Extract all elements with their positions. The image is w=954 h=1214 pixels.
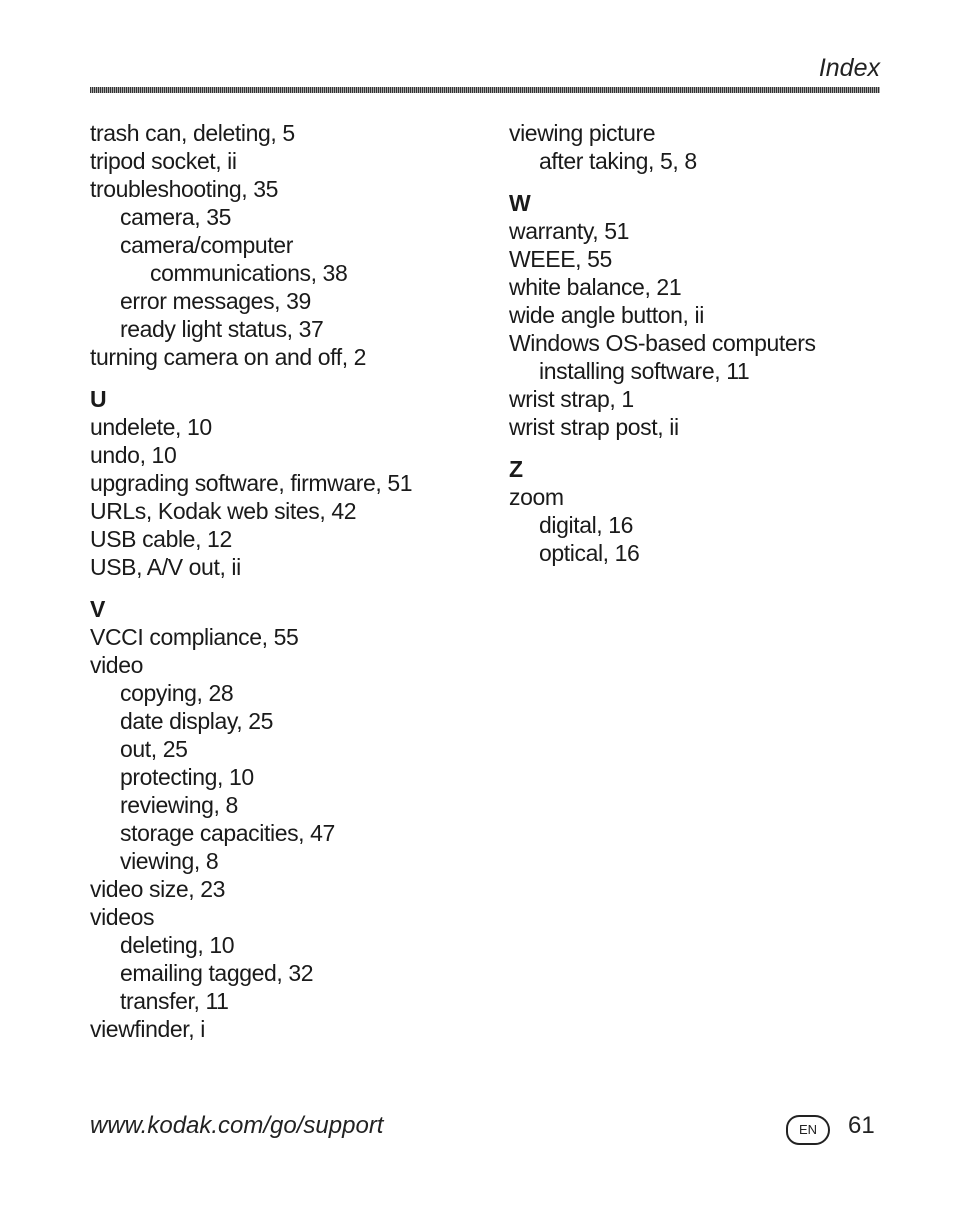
support-url: www.kodak.com/go/support bbox=[90, 1112, 384, 1139]
index-entry: upgrading software, firmware, 51 bbox=[90, 470, 413, 496]
index-entry: wrist strap, 1 bbox=[509, 386, 634, 412]
index-entry: Windows OS-based computers bbox=[509, 330, 816, 356]
index-subentry: deleting, 10 bbox=[120, 932, 235, 958]
index-entry: troubleshooting, 35 bbox=[90, 176, 279, 202]
index-entry: trash can, deleting, 5 bbox=[90, 120, 295, 146]
index-entry: tripod socket, ii bbox=[90, 148, 237, 174]
index-subentry: ready light status, 37 bbox=[120, 316, 324, 342]
index-subentry: out, 25 bbox=[120, 736, 188, 762]
index-subentry: date display, 25 bbox=[120, 708, 274, 734]
index-column-left bbox=[90, 119, 412, 1043]
index-entry: viewfinder, i bbox=[90, 1016, 205, 1042]
index-letter-heading: W bbox=[509, 190, 531, 216]
running-header-title: Index bbox=[818, 54, 880, 82]
index-subentry: transfer, 11 bbox=[120, 988, 229, 1014]
header-rule bbox=[90, 87, 880, 93]
index-subentry: digital, 16 bbox=[539, 512, 634, 538]
index-letter-heading: Z bbox=[509, 456, 523, 482]
index-entry: turning camera on and off, 2 bbox=[90, 344, 367, 370]
index-subentry: camera/computer bbox=[120, 232, 293, 258]
index-subentry: camera, 35 bbox=[120, 204, 232, 230]
index-entry: zoom bbox=[509, 484, 564, 510]
index-entry: VCCI compliance, 55 bbox=[90, 624, 299, 650]
index-entry: wrist strap post, ii bbox=[509, 414, 679, 440]
index-column-right bbox=[509, 119, 816, 567]
index-subentry: viewing, 8 bbox=[120, 848, 219, 874]
index-entry: video size, 23 bbox=[90, 876, 226, 902]
index-subentry: installing software, 11 bbox=[539, 358, 750, 384]
index-subentry: reviewing, 8 bbox=[120, 792, 238, 818]
index-subentry: storage capacities, 47 bbox=[120, 820, 335, 846]
index-entry: video bbox=[90, 652, 143, 678]
index-subentry: copying, 28 bbox=[120, 680, 234, 706]
index-entry: wide angle button, ii bbox=[509, 302, 704, 328]
index-entry: undelete, 10 bbox=[90, 414, 212, 440]
index-entry: warranty, 51 bbox=[509, 218, 630, 244]
index-entry: white balance, 21 bbox=[509, 274, 682, 300]
index-entry: viewing picture bbox=[509, 120, 656, 146]
index-entry: undo, 10 bbox=[90, 442, 177, 468]
page-number: 61 bbox=[848, 1112, 875, 1139]
index-entry: videos bbox=[90, 904, 155, 930]
index-letter-heading: V bbox=[90, 596, 105, 622]
index-entry: USB cable, 12 bbox=[90, 526, 232, 552]
index-subentry: emailing tagged, 32 bbox=[120, 960, 314, 986]
index-subentry: communications, 38 bbox=[150, 260, 348, 286]
index-subentry: error messages, 39 bbox=[120, 288, 311, 314]
index-letter-heading: U bbox=[90, 386, 107, 412]
index-entry: WEEE, 55 bbox=[509, 246, 612, 272]
index-subentry: protecting, 10 bbox=[120, 764, 254, 790]
index-subentry: optical, 16 bbox=[539, 540, 640, 566]
index-entry: URLs, Kodak web sites, 42 bbox=[90, 498, 357, 524]
index-entry: USB, A/V out, ii bbox=[90, 554, 241, 580]
language-badge: EN bbox=[786, 1115, 830, 1145]
index-subentry: after taking, 5, 8 bbox=[539, 148, 697, 174]
